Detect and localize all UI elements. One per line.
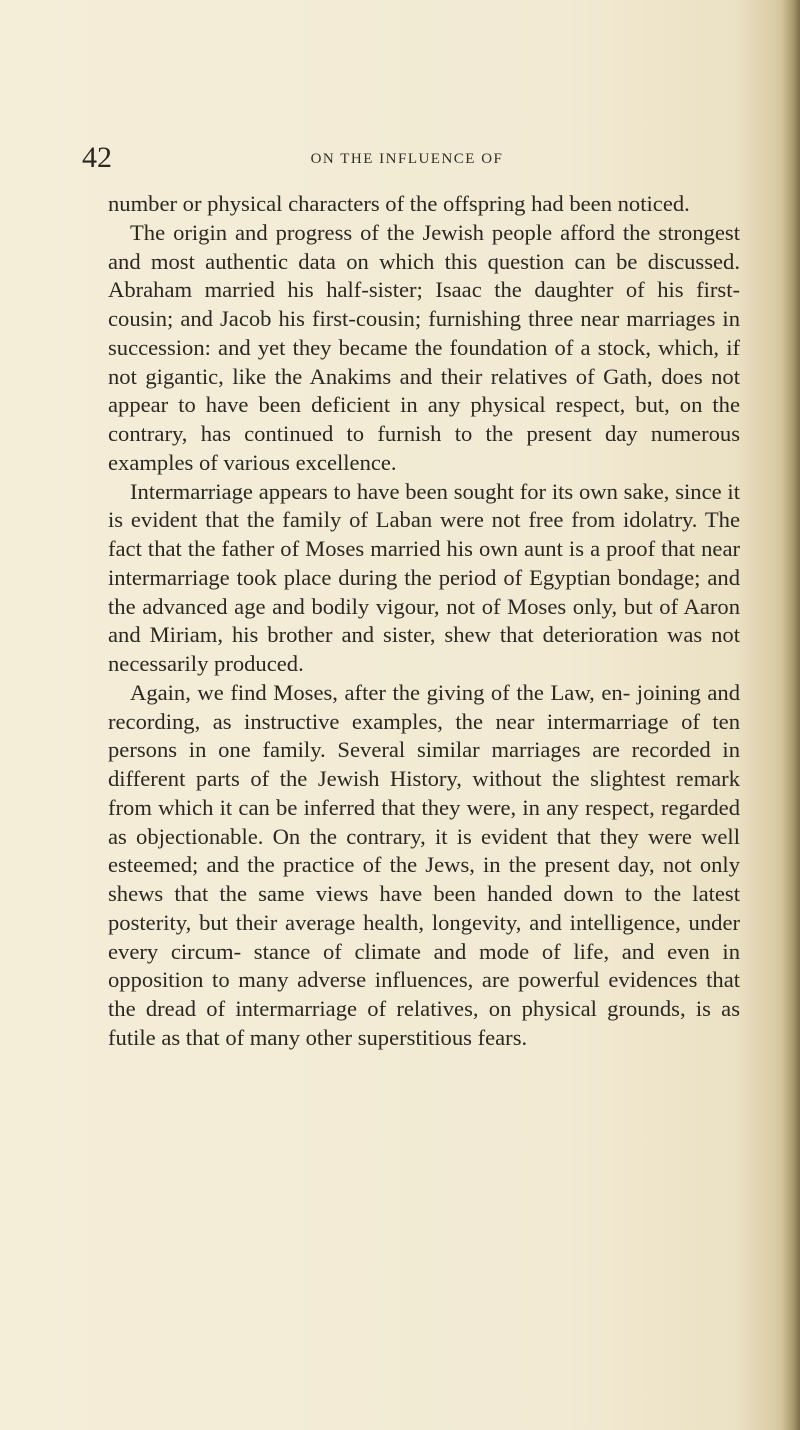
paragraph: Intermarriage appears to have been sought for its own sake, since it is evident that the family of Laban were not free from idolatry. The fact that the father of Moses married his own aunt is a proof that near intermarriage took place during the period of Egyptian bondage; and the advanced age and bodily vigour, not of Moses only, but of Aaron and Miriam, his brother and sister, shew that deterioration was not necessarily produced. xyxy=(108,478,740,676)
running-head: ON THE INFLUENCE OF xyxy=(310,151,504,167)
page-edge-shadow xyxy=(782,0,800,1430)
body-text xyxy=(108,190,740,1053)
paragraph: Again, we find Moses, after the giving of the Law, en- joining and recording, as instructive examples, the near intermarriage of ten persons in one family. Several similar marriages are recorded in different parts of the Jewish History, without the slightest remark from which it can be inferred that they were, in any respect, regarded as objectionable. On the contrary, it is evident that they were well esteemed; and the practice of the Jews, in the present day, not only shews that the same views have been handed down to the latest posterity, but their average health, longevity, and intelligence, under every circum- stance of climate and mode of life, and even in opposition to many adverse influences, are powerful evidences that the dread of intermarriage of relatives, on physical grounds, is as futile as that of many other superstitious fears. xyxy=(108,679,740,1050)
page-header xyxy=(82,140,732,180)
paragraph: The origin and progress of the Jewish people afford the strongest and most authentic data on which this question can be discussed. Abraham married his half-sister; Isaac the daughter of his first-cousin; and Jacob his first-cousin; furnishing three near marriages in succession: and yet they became the foundation of a stock, which, if not gigantic, like the Anakims and their relatives of Gath, does not appear to have been deficient in any physical respect, but, on the contrary, has continued to furnish to the present day numerous examples of various excellence. xyxy=(108,219,740,475)
paragraph-continuation: number or physical characters of the offspring had been noticed. xyxy=(108,191,690,216)
page-number: 42 xyxy=(82,141,112,174)
